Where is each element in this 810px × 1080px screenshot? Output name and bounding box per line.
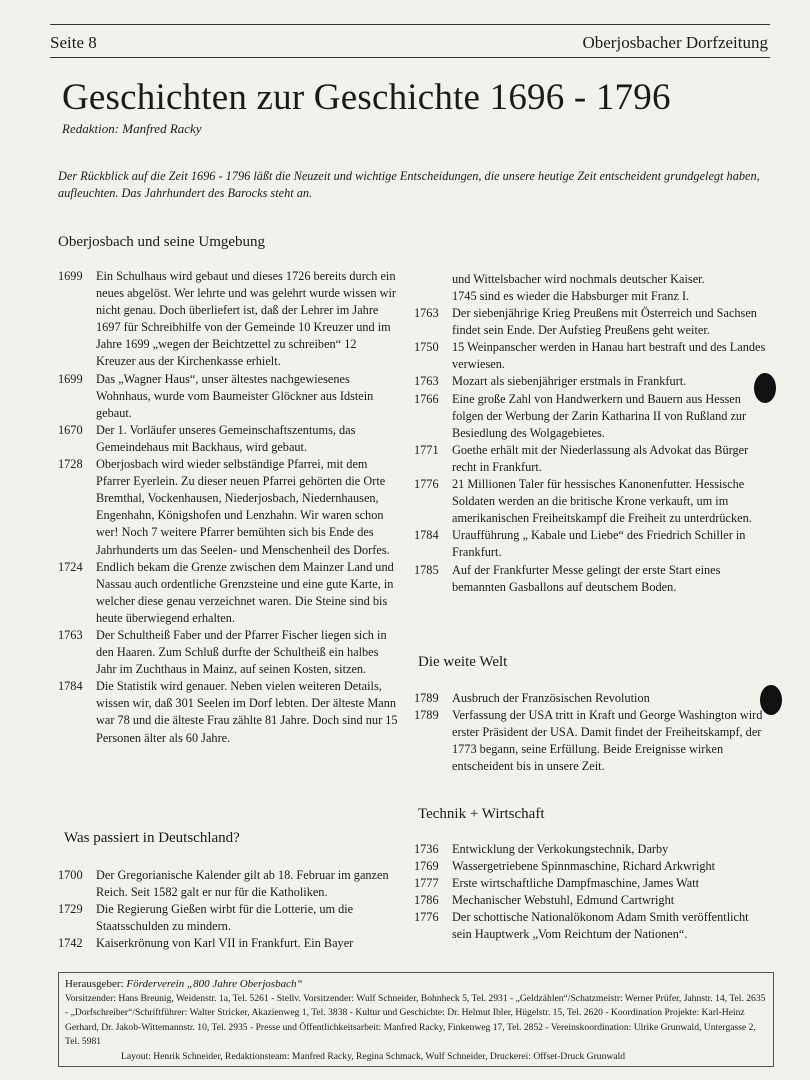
entry-text: Oberjosbach wird wieder selbständige Pfarrei, mit dem Pfarrer Eyerlein. Zu dieser neuen Pfarrei gehörten die Orte Bremthal, Vockenhausen, Niederjosbach, Niedernhausen, Engenhahn, Königshofen und Lenzhahn. Wir waren schon wer! Noch 7 weitere Pfarrer bemühten sich bis Ende des Jahrhunderts um das Seelen- und Menschenheil des Dorfes. xyxy=(96,457,390,557)
page-number: Seite 8 xyxy=(50,33,97,52)
imprint-publisher-label: Herausgeber: xyxy=(65,978,124,990)
entry-year: 1763 xyxy=(414,306,439,321)
germany-entry xyxy=(414,476,766,527)
entry-year: 1728 xyxy=(58,457,83,472)
germany-entry xyxy=(58,901,398,935)
entry-year: 1784 xyxy=(414,528,439,543)
local-entry xyxy=(58,678,398,746)
entry-year: 1742 xyxy=(58,936,83,951)
entry-year: 1763 xyxy=(414,374,439,389)
entry-year: 1766 xyxy=(414,391,439,406)
local-entry xyxy=(58,627,398,678)
punch-hole-lower xyxy=(760,685,782,715)
germany-entry xyxy=(414,391,766,442)
germany-entry xyxy=(414,562,766,596)
entry-year: 1670 xyxy=(58,422,83,437)
byline: Redaktion: Manfred Racky xyxy=(62,121,202,136)
entry-text: Das „Wagner Haus“, unser ältestes nachgewiesenes Wohnhaus, wurde vom Baumeister Glöckner aus Idstein gebaut. xyxy=(96,371,374,420)
entry-text: Auf der Frankfurter Messe gelingt der erste Start eines bemannten Gasballons auf deutschem Boden. xyxy=(452,562,721,594)
local-entry xyxy=(58,268,398,371)
germany-entries xyxy=(58,867,398,952)
section-heading-tech: Technik + Wirtschaft xyxy=(418,806,545,822)
entry-text: 15 Weinpanscher werden in Hanau hart bestraft und des Landes verwiesen. xyxy=(452,340,766,372)
germany-entry xyxy=(414,305,766,339)
entry-text: Ein Schulhaus wird gebaut und dieses 1726 bereits durch ein neues abgelöst. Wer lehrte und was gelehrt wurde wissen wir nicht genau. Doch überliefert ist, daß der Lehrer im Jahre 1697 für Schreibhilfe von der Gemeinde 10 Kreuzer und im Jahre 1699 „wegen der Beichtzettel zu schreiben“ 12 Kreuzer aus der Kirchenkasse erhielt. xyxy=(96,269,396,369)
entry-text: Kaiserkrönung von Karl VII in Frankfurt. Ein Bayer xyxy=(96,936,354,951)
section-heading-world: Die weite Welt xyxy=(418,654,508,670)
entry-text: Der Gregorianische Kalender gilt ab 18. Februar im ganzen Reich. Seit 1582 galt er nur für die Katholiken. xyxy=(96,868,389,900)
entry-text: Verfassung der USA tritt in Kraft und George Washington wird erster Präsident der USA. Damit findet der Freiheitskampf, der 1773 begann, seine Erfüllung. Beide Ereignisse wirken entscheident bis in unsere Zeit. xyxy=(452,708,763,774)
germany-entry xyxy=(414,373,766,390)
entry-year: 1777 xyxy=(414,876,439,891)
germany-entry xyxy=(58,867,398,901)
entry-year: 1785 xyxy=(414,562,439,577)
entry-text: Ausbruch der Französischen Revolution xyxy=(452,691,650,705)
local-entry xyxy=(58,559,398,627)
entry-text: Mozart als siebenjähriger erstmals in Frankfurt. xyxy=(452,374,687,389)
entry-year: 1769 xyxy=(414,859,439,874)
germany-entries-right xyxy=(414,288,766,596)
imprint-box xyxy=(58,972,774,1067)
section-heading-local: Oberjosbach und seine Umgebung xyxy=(58,234,266,250)
entry-text: Der Schultheiß Faber und der Pfarrer Fischer liegen sich in den Haaren. Zum Schluß durfte der Schultheiß ein halbes Jahr im Zuchthaus in Mainz, auf seinen Kosten, sitzen. xyxy=(96,627,387,677)
local-entries xyxy=(58,268,398,747)
entry-year xyxy=(414,288,452,305)
entry-text: Eine große Zahl von Handwerkern und Bauern aus Hessen folgen der Werbung der Zarin Katharina II von Rußland zur Besiedlung des Wolgagebietes. xyxy=(452,391,747,440)
entry-year: 1736 xyxy=(414,842,439,856)
imprint-publisher-value: Förderverein „800 Jahre Oberjosbach“ xyxy=(126,978,303,990)
entry-text: Uraufführung „ Kabale und Liebe“ des Friedrich Schiller in Frankfurt. xyxy=(452,528,746,560)
tech-entries xyxy=(414,841,766,944)
germany-entry xyxy=(414,527,766,561)
entry-text: 21 Millionen Taler für hessisches Kanonenfutter. Hessische Soldaten werden an die britische Krone verkauft, um im amerikanischen Freiheitskampf die Freiheit zu unterdrücken. xyxy=(452,477,752,526)
section-heading-germany: Was passiert in Deutschland? xyxy=(64,830,240,846)
germany-entry xyxy=(58,935,398,952)
entry-year: 1724 xyxy=(58,559,83,574)
tech-entry xyxy=(414,875,766,892)
imprint-layout: Layout: Henrik Schneider, Redaktionsteam: Manfred Racky, Regina Schmack, Wulf Schneider, Druckerei: Offset-Druck Grunwald xyxy=(121,1050,626,1062)
entry-year: 1786 xyxy=(414,893,439,908)
entry-year: 1784 xyxy=(58,679,83,694)
continuation-text: und Wittelsbacher wird nochmals deutscher Kaiser. xyxy=(452,272,705,286)
entry-text: 1745 sind es wieder die Habsburger mit Franz I. xyxy=(452,289,690,303)
entry-text: Goethe erhält mit der Niederlassung als Advokat das Bürger recht in Frankfurt. xyxy=(452,442,749,474)
intro-paragraph: Der Rückblick auf die Zeit 1696 - 1796 läßt die Neuzeit und wichtige Entscheidungen, die unsere heutige Zeit entscheident grundgelegt haben, aufleuchten. Das Jahrhundert des Barocks steht an. xyxy=(58,169,760,200)
entry-year: 1771 xyxy=(414,442,439,457)
local-entry xyxy=(58,371,398,422)
tech-entry xyxy=(414,909,766,943)
germany-continuation xyxy=(414,271,766,288)
entry-text: Der schottische Nationalökonom Adam Smith veröffentlicht sein Hauptwerk „Vom Reichtum der Nationen“. xyxy=(452,910,749,942)
punch-hole-upper xyxy=(754,373,776,403)
entry-year: 1776 xyxy=(414,477,439,492)
entry-year: 1699 xyxy=(58,269,83,283)
local-entry xyxy=(58,422,398,456)
entry-text: Mechanischer Webstuhl, Edmund Cartwright xyxy=(452,893,675,908)
entry-text: Wassergetriebene Spinnmaschine, Richard Arkwright xyxy=(452,859,716,874)
entry-text: Entwicklung der Verkokungstechnik, Darby xyxy=(452,842,669,856)
world-entry xyxy=(414,707,766,775)
tech-entry xyxy=(414,892,766,909)
entry-year: 1750 xyxy=(414,340,439,355)
entry-year: 1776 xyxy=(414,910,439,925)
entry-year: 1699 xyxy=(58,371,83,386)
newspaper-name: Oberjosbacher Dorfzeitung xyxy=(582,33,768,52)
entry-text: Der siebenjährige Krieg Preußens mit Österreich und Sachsen findet sein Ende. Der Aufstieg Preußens geht weiter. xyxy=(452,306,757,338)
imprint-board: Vorsitzender: Hans Breunig, Weidenstr. 1a, Tel. 5261 - Stellv. Vorsitzender: Wulf Schneider, Bohnheck 5, Tel. 2931 - „Geldzählen“/Schatzmeistr: Werner Prüfer, Jahnstr. 14, Tel. 2635 - „Dorfschreiber“/Schriftführer: Walter Stricker, Akazienweg 1, Tel. 3838 - Kultur und Geschichte: Dr. Helmut Ibler, Hügelstr. 15, Tel. 2620 - Koordination Projekte: Karl-Heinz Gerhard, Dr. Jakob-Wittemannstr. 10, Tel. 2935 - Presse und Öffentlichkeitsarbeit: Manfred Racky, Finkenweg 17, Tel. 2852 - Vereinskoordination: Ulrike Grunwald, Untergasse 2, Tel. 5981 xyxy=(65,992,766,1048)
germany-entry xyxy=(414,442,766,476)
germany-entry xyxy=(414,288,766,305)
germany-entry xyxy=(414,339,766,373)
world-entries xyxy=(414,690,766,775)
article-title: Geschichten zur Geschichte 1696 - 1796 xyxy=(62,77,671,118)
entry-text: Erste wirtschaftliche Dampfmaschine, James Watt xyxy=(452,876,700,891)
local-entry xyxy=(58,456,398,559)
entry-year: 1729 xyxy=(58,902,83,917)
entry-text: Endlich bekam die Grenze zwischen dem Mainzer Land und Nassau auch ordentliche Grenzsteine und eine gute Karte, in welcher diese genau verzeichnet waren. Die Steine sind bis heute überwiegend erhalten. xyxy=(96,559,394,625)
imprint-publisher xyxy=(65,977,767,992)
tech-entry xyxy=(414,841,766,858)
world-entry xyxy=(414,690,766,707)
entry-year: 1789 xyxy=(414,691,439,705)
entry-text: Die Statistik wird genauer. Neben vielen weiteren Details, wissen wir, daß 301 Seelen im Dorf lebten. Der älteste Mann war 78 und die älteste Frau zählte 81 Jahre. Doch sind nur 15 Personen älter als 60 Jahre. xyxy=(96,679,398,745)
tech-entry xyxy=(414,858,766,875)
entry-text: Der 1. Vorläufer unseres Gemeinschaftszentums, das Gemeindehaus mit Backhaus, wird gebaut. xyxy=(96,422,356,454)
top-rule xyxy=(50,24,770,25)
entry-year: 1789 xyxy=(414,708,439,723)
header-rule xyxy=(50,57,770,58)
entry-year: 1700 xyxy=(58,868,83,882)
entry-text: Die Regierung Gießen wirbt für die Lotterie, um die Staatsschulden zu mindern. xyxy=(96,902,354,934)
entry-year: 1763 xyxy=(58,627,83,642)
